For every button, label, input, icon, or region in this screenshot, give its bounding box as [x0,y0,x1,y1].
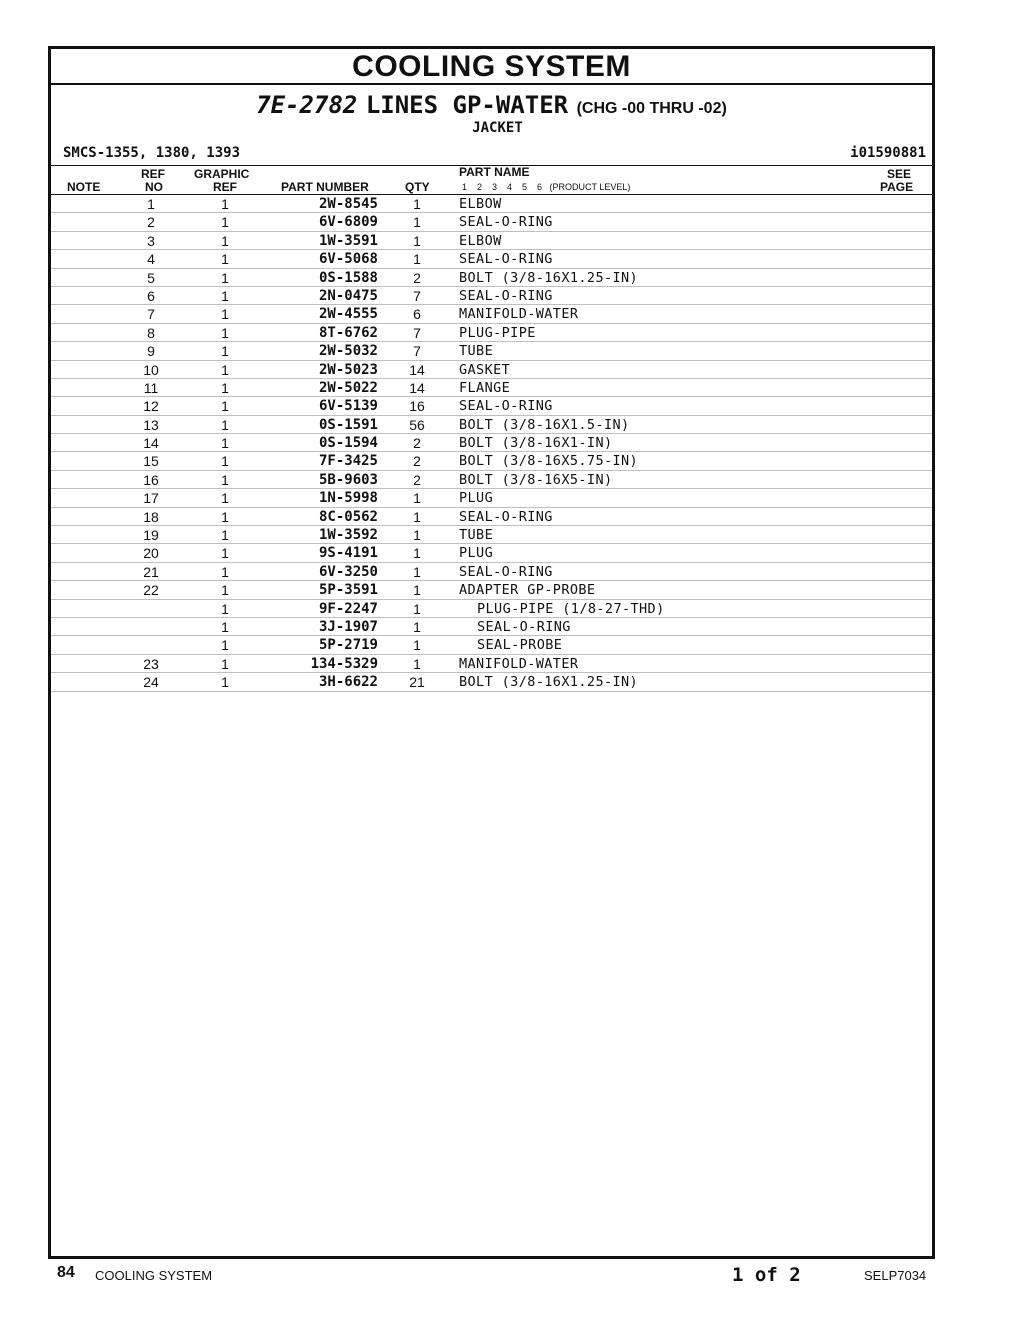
part-number: 6V-5068 [318,251,378,268]
table-row [51,250,932,268]
group-number: 7E-2782 [256,91,358,119]
graphic-ref: 1 [221,398,229,415]
ref-no: 10 [143,361,159,378]
ref-no: 8 [147,324,155,341]
quantity: 2 [413,453,421,470]
parts-page-frame [48,46,935,1259]
graphic-ref: 1 [221,324,229,341]
table-row [51,287,932,305]
quantity: 1 [413,655,421,672]
header-part-name: PART NAME [459,165,530,179]
quantity: 6 [413,306,421,323]
graphic-ref: 1 [221,471,229,488]
ref-no: 7 [147,306,155,323]
part-name: BOLT (3/8-16X1.25-IN) [459,674,639,691]
quantity: 16 [409,398,425,415]
part-number: 2W-5023 [318,361,378,378]
part-name: GASKET [459,361,511,378]
ref-no: 6 [147,287,155,304]
quantity: 56 [409,416,425,433]
graphic-ref: 1 [221,287,229,304]
quantity: 2 [413,471,421,488]
header-see-bottom: PAGE [880,180,914,194]
graphic-ref: 1 [221,674,229,691]
quantity: 7 [413,287,421,304]
graphic-ref: 1 [221,490,229,507]
table-row [51,195,932,213]
quantity: 1 [413,582,421,599]
graphic-ref: 1 [221,600,229,617]
table-row [51,397,932,415]
part-number: 2W-4555 [318,306,378,323]
part-number: 3H-6622 [318,674,378,691]
footer-doc-id: SELP7034 [864,1268,927,1283]
ref-no: 17 [143,490,159,507]
table-row [51,636,932,654]
part-name: SEAL-O-RING [459,287,553,304]
part-name: SEAL-O-RING [459,251,553,268]
table-row [51,471,932,489]
illustration-id: i01590881 [850,145,926,161]
ref-no: 23 [143,655,159,672]
parts-table-body [51,195,932,692]
part-number: 2W-5032 [318,343,378,360]
table-row [51,361,932,379]
header-ref-top: REF [141,167,165,181]
part-number: 0S-1594 [318,435,378,452]
quantity: 1 [413,508,421,525]
header-product-level: 1 2 3 4 5 6 (PRODUCT LEVEL) [462,182,631,192]
graphic-ref: 1 [221,655,229,672]
quantity: 7 [413,324,421,341]
graphic-ref: 1 [221,269,229,286]
footer-page-of: 1 of 2 [732,1264,801,1286]
graphic-ref: 1 [221,435,229,452]
quantity: 21 [409,674,425,691]
quantity: 1 [413,251,421,268]
quantity: 1 [413,527,421,544]
group-change-range: (CHG -00 THRU -02) [576,100,727,117]
ref-no: 16 [143,471,159,488]
part-number: 1W-3592 [318,527,378,544]
part-name: ELBOW [459,232,502,249]
ref-no: 13 [143,416,159,433]
quantity: 1 [413,545,421,562]
part-name: SEAL-O-RING [459,214,553,231]
part-name: BOLT (3/8-16X5.75-IN) [459,453,639,470]
table-row [51,324,932,342]
table-row [51,581,932,599]
table-row [51,416,932,434]
part-number: 7F-3425 [318,453,378,470]
table-row [51,600,932,618]
part-name: SEAL-O-RING [459,398,553,415]
table-header [51,165,932,195]
part-name: MANIFOLD-WATER [459,655,579,672]
part-number: 0S-1591 [318,416,378,433]
part-number: 5P-3591 [318,582,378,599]
quantity: 2 [413,269,421,286]
graphic-ref: 1 [221,306,229,323]
table-row [51,526,932,544]
part-number: 1N-5998 [318,490,378,507]
group-heading [51,91,932,119]
part-number: 0S-1588 [318,269,378,286]
ref-no: 21 [143,563,159,580]
quantity: 2 [413,435,421,452]
part-name: PLUG [459,545,494,562]
part-name: BOLT (3/8-16X1.25-IN) [459,269,639,286]
quantity: 1 [413,600,421,617]
part-number: 9F-2247 [318,600,378,617]
part-number: 8T-6762 [318,324,378,341]
part-name: ELBOW [459,196,502,212]
ref-no: 19 [143,527,159,544]
table-row [51,452,932,470]
graphic-ref: 1 [221,563,229,580]
part-name: SEAL-O-RING [459,563,553,580]
ref-no: 1 [147,196,155,212]
part-name: TUBE [459,343,494,360]
part-number: 3J-1907 [318,618,378,635]
ref-no: 3 [147,232,155,249]
part-name: BOLT (3/8-16X1.5-IN) [459,416,630,433]
quantity: 1 [413,637,421,654]
quantity: 1 [413,196,421,212]
quantity: 14 [409,379,425,396]
graphic-ref: 1 [221,453,229,470]
graphic-ref: 1 [221,637,229,654]
part-name: PLUG [459,490,494,507]
header-note: NOTE [67,180,101,194]
smcs-row [51,141,932,165]
graphic-ref: 1 [221,379,229,396]
part-number: 134-5329 [310,655,378,672]
footer-section: COOLING SYSTEM [95,1268,213,1283]
table-row [51,213,932,231]
part-name: SEAL-O-RING [459,508,553,525]
table-row [51,232,932,250]
part-name: ADAPTER GP-PROBE [459,582,596,599]
quantity: 14 [409,361,425,378]
part-number: 1W-3591 [318,232,378,249]
ref-no: 22 [143,582,159,599]
part-name: MANIFOLD-WATER [459,306,579,323]
part-number: 9S-4191 [318,545,378,562]
group-name: LINES GP-WATER [365,91,569,119]
smcs-codes: SMCS-1355, 1380, 1393 [63,145,241,161]
graphic-ref: 1 [221,582,229,599]
table-row [51,563,932,581]
graphic-ref: 1 [221,251,229,268]
part-number: 5B-9603 [318,471,378,488]
header-ref-bottom: NO [145,180,163,194]
ref-no: 2 [147,214,155,231]
part-number: 2W-5022 [318,379,378,396]
graphic-ref: 1 [221,527,229,544]
graphic-ref: 1 [221,618,229,635]
table-row [51,305,932,323]
part-name: PLUG-PIPE [459,324,536,341]
part-name: SEAL-PROBE [477,637,563,654]
graphic-ref: 1 [221,508,229,525]
ref-no: 12 [143,398,159,415]
ref-no: 5 [147,269,155,286]
part-name: PLUG-PIPE (1/8-27-THD) [477,600,665,617]
table-row [51,508,932,526]
footer-page-number: 84 [57,1264,75,1281]
ref-no: 14 [143,435,159,452]
header-qty: QTY [405,180,430,194]
header-part-number: PART NUMBER [281,180,369,194]
header-graphic-top: GRAPHIC [194,167,250,181]
graphic-ref: 1 [221,416,229,433]
graphic-ref: 1 [221,232,229,249]
header-see-top: SEE [887,167,912,181]
ref-no: 20 [143,545,159,562]
section-title: COOLING SYSTEM [51,49,932,85]
part-number: 5P-2719 [318,637,378,654]
group-subtitle: JACKET [472,120,523,136]
graphic-ref: 1 [221,214,229,231]
part-number: 6V-6809 [318,214,378,231]
part-name: BOLT (3/8-16X5-IN) [459,471,613,488]
table-row [51,434,932,452]
ref-no: 11 [143,379,159,396]
ref-no: 24 [143,674,159,691]
graphic-ref: 1 [221,361,229,378]
table-row [51,655,932,673]
part-number: 2N-0475 [318,287,378,304]
part-number: 6V-5139 [318,398,378,415]
table-row [51,618,932,636]
part-name: TUBE [459,527,494,544]
part-name: BOLT (3/8-16X1-IN) [459,435,613,452]
ref-no: 9 [147,343,155,360]
table-row [51,342,932,360]
quantity: 1 [413,618,421,635]
part-number: 8C-0562 [318,508,378,525]
table-row [51,489,932,507]
graphic-ref: 1 [221,545,229,562]
part-name: SEAL-O-RING [477,618,571,635]
part-name: FLANGE [459,379,511,396]
part-number: 6V-3250 [318,563,378,580]
table-row [51,544,932,562]
table-row [51,673,932,691]
header-graphic-bottom: REF [213,180,237,194]
table-row [51,379,932,397]
quantity: 1 [413,214,421,231]
quantity: 1 [413,232,421,249]
graphic-ref: 1 [221,343,229,360]
part-number: 2W-8545 [318,196,378,212]
page-footer [0,1264,1020,1288]
ref-no: 4 [147,251,155,268]
table-row [51,269,932,287]
graphic-ref: 1 [221,196,229,212]
ref-no: 15 [143,453,159,470]
quantity: 1 [413,490,421,507]
ref-no: 18 [143,508,159,525]
quantity: 1 [413,563,421,580]
quantity: 7 [413,343,421,360]
